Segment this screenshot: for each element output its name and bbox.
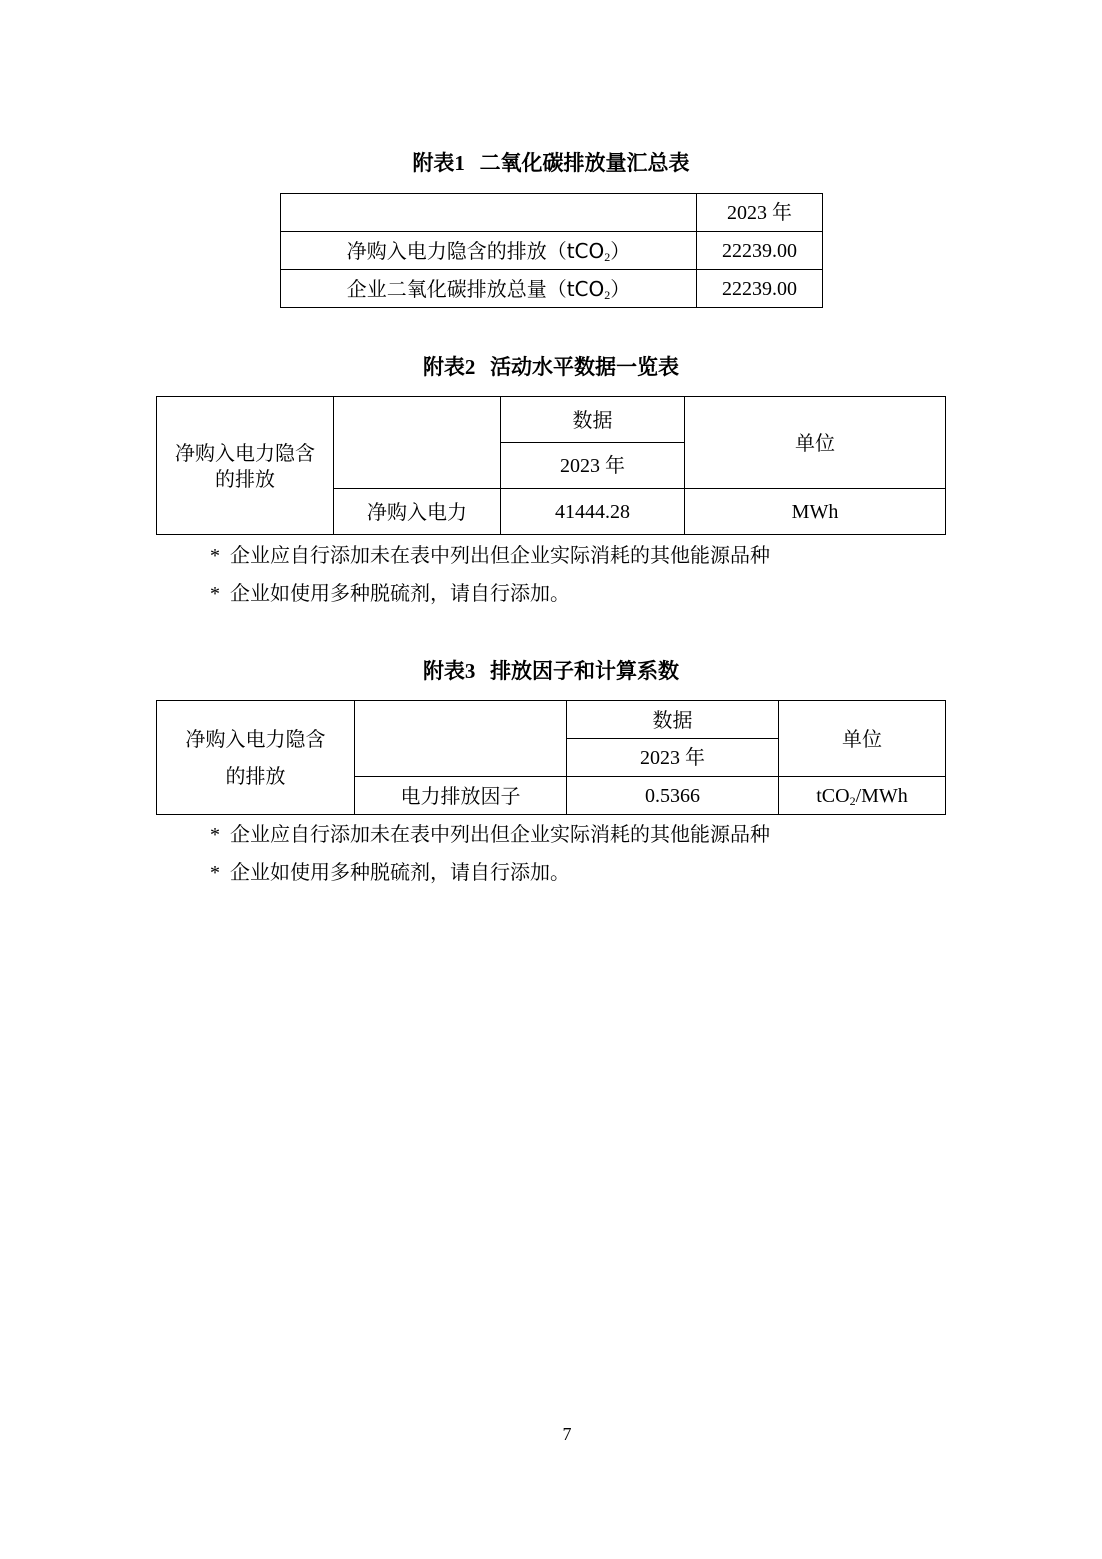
table2-activity-data [156, 396, 946, 535]
table1-header-year: 2023 年 [697, 194, 823, 232]
table2-header-row [157, 397, 946, 443]
table3-emission-factors [156, 700, 946, 815]
table3-header-data: 数据 [567, 701, 779, 739]
table2-header-blank [334, 397, 501, 489]
table3-value: 0.5366 [567, 777, 779, 815]
table3-note-1: * 企业应自行添加未在表中列出但企业实际消耗的其他能源品种 [210, 822, 770, 846]
table3-header-row [157, 701, 946, 739]
table1-header-blank [281, 194, 697, 232]
table2-value: 41444.28 [501, 489, 685, 535]
table3-title: 附表3 排放因子和计算系数 [422, 659, 680, 683]
table2-note-2: * 企业如使用多种脱硫剂，请自行添加。 [210, 581, 570, 605]
table1-row-value: 22239.00 [697, 232, 823, 270]
table-row [281, 270, 823, 308]
table3-item: 电力排放因子 [355, 777, 567, 815]
table2-note-1: * 企业应自行添加未在表中列出但企业实际消耗的其他能源品种 [210, 543, 770, 567]
table2-unit: MWh [685, 489, 946, 535]
table2-item: 净购入电力 [334, 489, 501, 535]
table2-header-year: 2023 年 [501, 443, 685, 489]
table1-row-label: 企业二氧化碳排放总量（tCO$_2$） [281, 270, 697, 308]
page-number: 7 [562, 1424, 572, 1444]
table1-row-value: 22239.00 [697, 270, 823, 308]
table2-header-unit: 单位 [685, 397, 946, 489]
table1-row-label: 净购入电力隐含的排放（tCO$_2$） [281, 232, 697, 270]
table3-unit: tCO$_2$/MWh [779, 777, 946, 815]
table3-header-unit: 单位 [779, 701, 946, 777]
table2-title: 附表2 活动水平数据一览表 [422, 355, 680, 379]
table2-category: 净购入电力隐含 的排放 [157, 397, 334, 535]
table2-header-data: 数据 [501, 397, 685, 443]
table3-category: 净购入电力隐含 的排放 [157, 701, 355, 815]
table3-header-blank [355, 701, 567, 777]
table-row [281, 232, 823, 270]
table1-header-row [281, 194, 823, 232]
table3-header-year: 2023 年 [567, 739, 779, 777]
table1-co2-summary [280, 193, 823, 308]
table3-note-2: * 企业如使用多种脱硫剂，请自行添加。 [210, 860, 570, 884]
table1-title: 附表1 二氧化碳排放量汇总表 [412, 151, 690, 175]
